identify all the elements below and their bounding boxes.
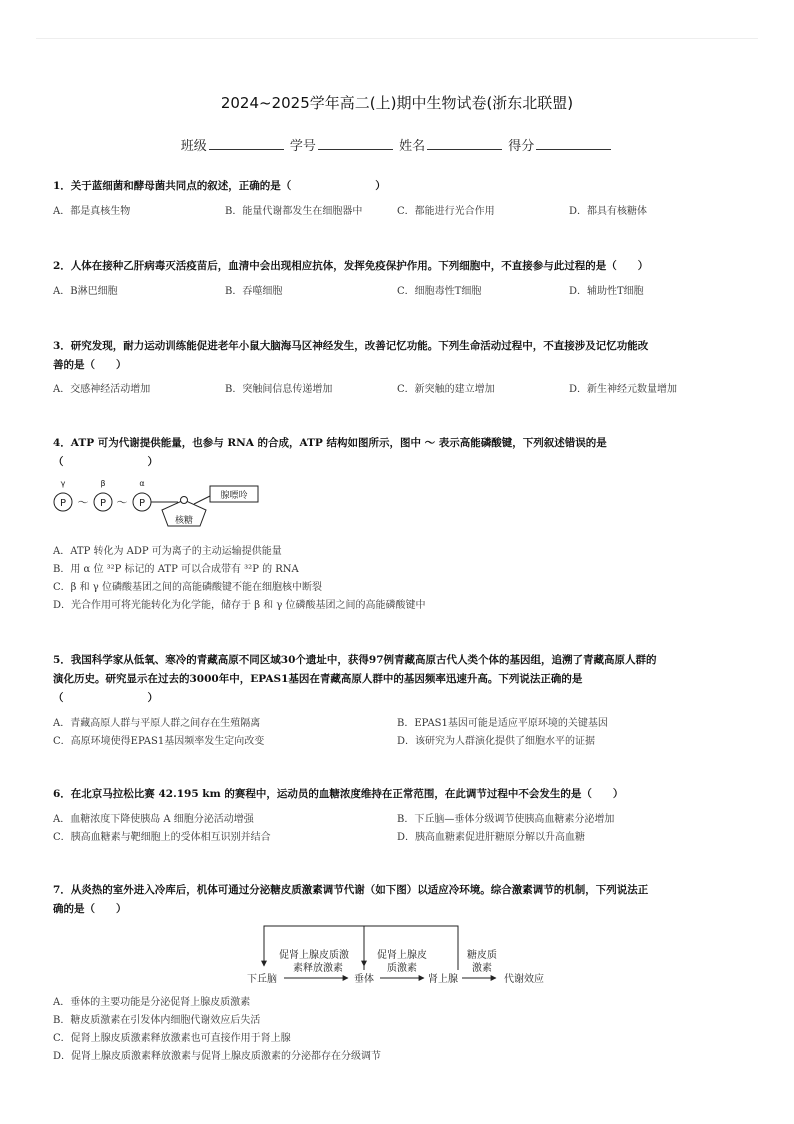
adenine-label: 腺嘌呤 xyxy=(220,491,248,501)
number-label: 学号 xyxy=(289,139,316,154)
option-b[interactable]: B．突触间信息传递增加 xyxy=(225,384,333,395)
number-blank[interactable] xyxy=(318,137,393,150)
option-b[interactable]: B．用 α 位 ³²P 标记的 ATP 可以合成带有 ³²P 的 RNA xyxy=(53,564,299,575)
p-label-alpha: P xyxy=(138,498,146,509)
option-a[interactable]: A．B淋巴细胞 xyxy=(53,286,118,297)
option-b[interactable]: B．下丘脑—垂体分级调节使胰高血糖素分泌增加 xyxy=(397,814,615,825)
option-b[interactable]: B．能量代谢都发生在细胞器中 xyxy=(225,206,363,217)
score-blank[interactable] xyxy=(536,137,611,150)
question-6 xyxy=(53,785,743,847)
question-3 xyxy=(53,337,743,399)
exam-title: 2024~2025学年高二(上)期中生物试卷(浙东北联盟) xyxy=(220,94,574,112)
question-stem-line-1: 3．研究发现，耐力运动训练能促进老年小鼠大脑海马区神经发生，改善记忆功能。下列生命活动过程中，不直接涉及记忆功能改 xyxy=(53,340,649,352)
sugar-base-bond xyxy=(194,496,210,504)
class-label: 班级 xyxy=(180,139,207,154)
option-c[interactable]: C．都能进行光合作用 xyxy=(397,206,495,217)
question-stem-line-3: （ ） xyxy=(53,692,158,704)
option-c[interactable]: C．促肾上腺皮质激素释放激素也可直接作用于肾上腺 xyxy=(53,1033,291,1044)
question-stem: 1．关于蓝细菌和酵母菌共同点的叙述，正确的是（ ） xyxy=(53,180,386,192)
question-4 xyxy=(53,434,743,472)
options-row xyxy=(53,381,743,399)
option-d[interactable]: D．新生神经元数量增加 xyxy=(569,384,678,395)
option-b[interactable]: B．糖皮质激素在引发体内细胞代谢效应后失活 xyxy=(53,1015,261,1026)
options-grid xyxy=(53,715,743,751)
option-d[interactable]: D．胰高血糖素促进肝糖原分解以升高血糖 xyxy=(397,832,586,843)
question-7-options xyxy=(53,994,743,1066)
option-a[interactable]: A．都是真核生物 xyxy=(53,206,131,217)
question-stem: 6．在北京马拉松比赛 42.195 km 的赛程中，运动员的血糖浓度维持在正常范围，在此调节过程中不会发生的是（ ） xyxy=(53,788,624,800)
node-metabolic-effect: 代谢效应 xyxy=(504,974,544,985)
option-c[interactable]: C．细胞毒性T细胞 xyxy=(397,286,482,297)
hormone-regulation-diagram xyxy=(238,922,558,990)
options-row xyxy=(53,203,743,221)
question-stem-line-2: 演化历史。研究显示在过去的3000年中，EPAS1基因在青藏高原人群中的基因频率迅速升高。下列说法正确的是 xyxy=(53,673,583,685)
class-blank[interactable] xyxy=(209,137,284,150)
atp-structure-diagram xyxy=(50,474,270,536)
question-2 xyxy=(53,257,743,301)
option-b[interactable]: B．吞噬细胞 xyxy=(225,286,283,297)
header-divider xyxy=(36,38,758,39)
question-stem-line-2: 善的是（ ） xyxy=(53,359,127,371)
acth-label-line-2: 质激素 xyxy=(387,963,417,974)
option-c[interactable]: C．β 和 γ 位磷酸基团之间的高能磷酸键不能在细胞核中断裂 xyxy=(53,582,322,593)
name-label: 姓名 xyxy=(399,139,426,154)
option-a[interactable]: A．ATP 转化为 ADP 可为离子的主动运输提供能量 xyxy=(53,546,282,557)
high-energy-bond-2: ～ xyxy=(116,496,128,509)
oxygen-atom xyxy=(181,497,188,504)
options-row xyxy=(53,283,743,301)
question-stem-line-1: 5．我国科学家从低氧、寒冷的青藏高原不同区域30个遗址中，获得97例青藏高原古代人类个体的基因组，追溯了青藏高原人群的 xyxy=(53,654,657,666)
alpha-label: α xyxy=(139,479,145,488)
option-d[interactable]: D．辅助性T细胞 xyxy=(569,286,644,297)
question-1 xyxy=(53,177,743,221)
p-label-beta: P xyxy=(99,498,107,509)
p-label-gamma: P xyxy=(59,498,67,509)
option-b[interactable]: B．EPAS1基因可能是适应平原环境的关键基因 xyxy=(397,718,608,729)
question-stem-line-1: 7．从炎热的室外进入冷库后，机体可通过分泌糖皮质激素调节代谢（如下图）以适应冷环境。综合激素调节的机制，下列说法正 xyxy=(53,884,649,896)
option-a[interactable]: A．青藏高原人群与平原人群之间存在生殖隔离 xyxy=(53,718,261,729)
high-energy-bond-1: ～ xyxy=(77,496,89,509)
gamma-label: γ xyxy=(60,479,66,488)
name-blank[interactable] xyxy=(427,137,502,150)
question-stem: 2．人体在接种乙肝病毒灭活疫苗后，血清中会出现相应抗体，发挥免疫保护作用。下列细胞中，不直接参与此过程的是（ ） xyxy=(53,260,649,272)
node-adrenal: 肾上腺 xyxy=(428,974,458,985)
ribose-label: 核糖 xyxy=(174,516,194,526)
option-c[interactable]: C．新突触的建立增加 xyxy=(397,384,495,395)
glucocorticoid-label-line-2: 激素 xyxy=(472,963,492,974)
option-d[interactable]: D．该研究为人群演化提供了细胞水平的证据 xyxy=(397,736,596,747)
option-d[interactable]: D．促肾上腺皮质激素释放激素与促肾上腺皮质激素的分泌都存在分级调节 xyxy=(53,1051,382,1062)
option-a[interactable]: A．血糖浓度下降使胰岛 A 细胞分泌活动增强 xyxy=(53,814,254,825)
node-hypothalamus: 下丘脑 xyxy=(247,974,277,985)
question-4-options xyxy=(53,543,743,615)
option-a[interactable]: A．交感神经活动增加 xyxy=(53,384,151,395)
option-d[interactable]: D．都具有核糖体 xyxy=(569,206,648,217)
beta-label: β xyxy=(100,479,106,488)
node-pituitary: 垂体 xyxy=(354,974,374,985)
question-stem-line-1: 4．ATP 可为代谢提供能量，也参与 RNA 的合成，ATP 结构如图所示，图中 ～ 表示高能磷酸键，下列叙述错误的是 xyxy=(53,437,607,449)
acth-label-line-1: 促肾上腺皮 xyxy=(377,950,427,961)
question-stem-line-2: （ ） xyxy=(53,456,158,468)
option-a[interactable]: A．垂体的主要功能是分泌促肾上腺皮质激素 xyxy=(53,997,251,1008)
options-grid xyxy=(53,811,743,847)
option-d[interactable]: D．光合作用可将光能转化为化学能，储存于 β 和 γ 位磷酸基团之间的高能磷酸键中 xyxy=(53,600,426,611)
glucocorticoid-label-line-1: 糖皮质 xyxy=(467,950,497,961)
student-info-line xyxy=(0,135,794,154)
option-c[interactable]: C．胰高血糖素与靶细胞上的受体相互识别并结合 xyxy=(53,832,271,843)
score-label: 得分 xyxy=(508,139,535,154)
question-7 xyxy=(53,881,743,919)
question-stem-line-2: 确的是（ ） xyxy=(53,903,127,915)
crh-label-line-1: 促肾上腺皮质激 xyxy=(279,950,349,961)
crh-label-line-2: 素释放激素 xyxy=(293,963,343,974)
option-c[interactable]: C．高原环境使得EPAS1基因频率发生定向改变 xyxy=(53,736,265,747)
question-5 xyxy=(53,651,743,751)
